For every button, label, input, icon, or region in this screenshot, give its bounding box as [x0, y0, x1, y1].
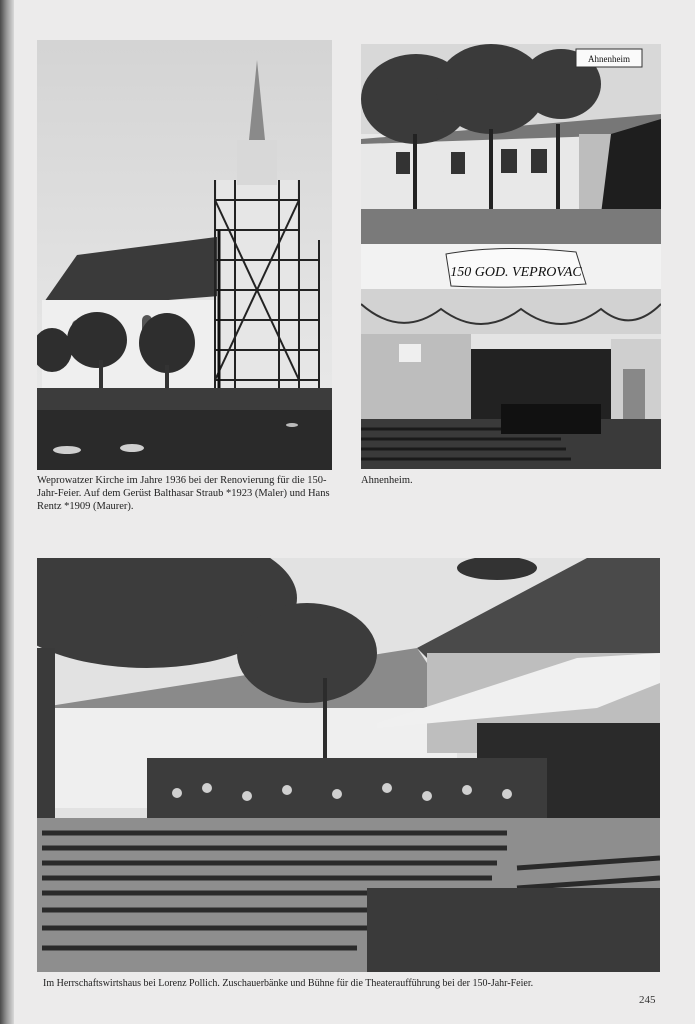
church-caption: Weprowatzer Kirche im Jahre 1936 bei der Renovierung für die 150-Jahr-Feier. Auf dem Gerüst Balthasar Straub *1923 (Maler) und Hans Rentz *1909 (Maurer). — [37, 475, 330, 512]
bottom-caption: Im Herrschaftswirtshaus bei Lorenz Pollich. Zuschauerbänke und Bühne für die Theateraufführung bei der 150-Jahr-Feier. — [43, 978, 534, 989]
book-spine — [0, 0, 14, 1024]
page-number: 245 — [639, 994, 656, 1006]
ahnenheim-interior-photo — [361, 244, 661, 469]
audience-photo — [37, 558, 660, 972]
banner-text: 150 GOD. VEPROVAC — [450, 265, 582, 280]
church-photo — [37, 40, 332, 470]
ahnenheim-caption: Ahnenheim. — [361, 475, 413, 486]
building-sign: Ahnenheim — [588, 54, 630, 64]
ahnenheim-exterior-photo — [361, 44, 661, 244]
